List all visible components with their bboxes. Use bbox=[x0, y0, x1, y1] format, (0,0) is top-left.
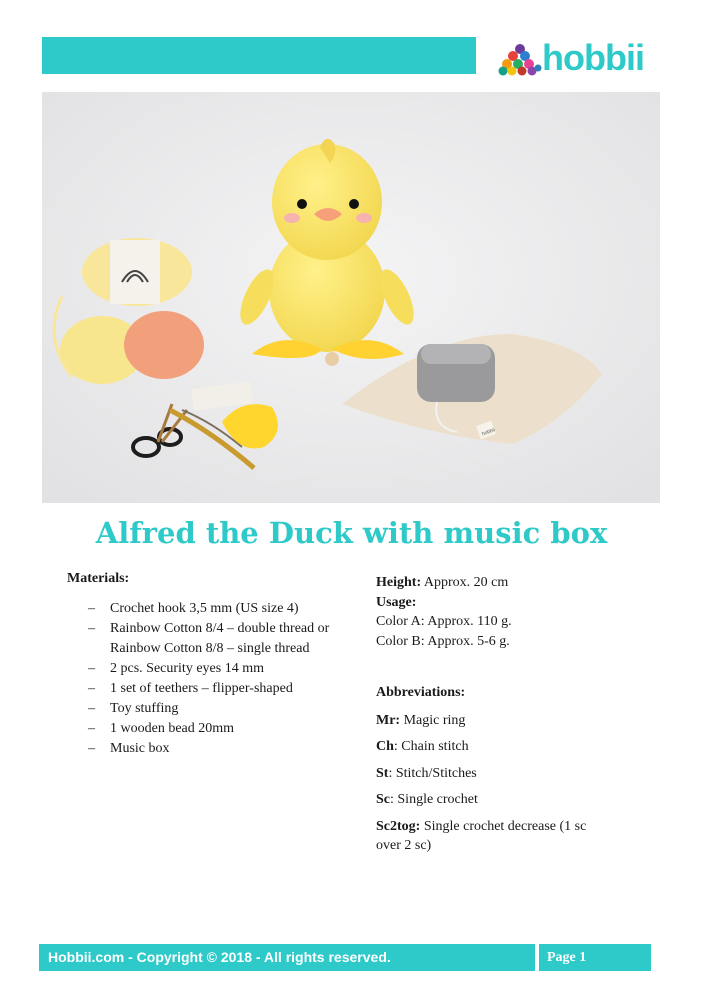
list-item: – 1 set of teethers – flipper-shaped bbox=[67, 679, 367, 699]
color-a-usage: Color A: Approx. 110 g. bbox=[376, 614, 512, 629]
height-label: Height: bbox=[376, 575, 422, 590]
footer-copyright: Hobbii.com - Copyright © 2018 - All rights reserved. bbox=[39, 944, 535, 971]
materials-list bbox=[67, 599, 367, 759]
product-photo bbox=[42, 92, 660, 503]
usage-label: Usage: bbox=[376, 594, 417, 610]
materials-heading: Materials: bbox=[67, 571, 130, 586]
color-b-usage: Color B: Approx. 5-6 g. bbox=[376, 633, 510, 649]
height-spec bbox=[376, 573, 606, 593]
abbreviation-item bbox=[376, 790, 606, 810]
abbreviation-desc: Single crochet decrease (1 sc over 2 sc) bbox=[376, 818, 587, 853]
abbreviation-key: Sc2tog: bbox=[376, 818, 421, 834]
abbreviation-key: Sc bbox=[376, 792, 390, 807]
list-item: – Music box bbox=[67, 739, 367, 759]
abbreviation-item bbox=[376, 817, 606, 856]
height-value: Approx. 20 cm bbox=[421, 575, 509, 590]
bag-tag-text: hobbii bbox=[481, 427, 496, 438]
abbreviation-desc: Magic ring bbox=[400, 712, 466, 728]
list-item: – 1 wooden bead 20mm bbox=[67, 719, 367, 739]
abbreviation-item bbox=[376, 711, 606, 731]
yarn-pile-icon bbox=[498, 40, 542, 76]
abbreviation-key: Mr: bbox=[376, 712, 401, 728]
header-bar bbox=[42, 37, 476, 74]
yarn-skein-peach bbox=[124, 311, 204, 379]
page-title: Alfred the Duck with music box bbox=[95, 516, 608, 550]
abbreviations-heading: Abbreviations: bbox=[376, 685, 466, 700]
abbreviation-key: Ch bbox=[376, 739, 394, 754]
abbreviation-desc: : Chain stitch bbox=[393, 739, 469, 754]
abbreviation-key: St bbox=[376, 765, 389, 781]
logo-wordmark: hobbii bbox=[542, 37, 644, 78]
abbreviation-item bbox=[376, 737, 606, 757]
abbreviation-desc: : Single crochet bbox=[390, 792, 478, 807]
list-item: – Crochet hook 3,5 mm (US size 4) bbox=[67, 599, 367, 619]
list-item: – Toy stuffing bbox=[67, 699, 367, 719]
specs-section bbox=[376, 573, 606, 863]
abbreviation-desc: : Stitch/Stitches bbox=[388, 765, 477, 781]
abbreviation-item bbox=[376, 764, 606, 784]
materials-section bbox=[67, 569, 367, 759]
list-item: – Rainbow Cotton 8/4 – double thread or Rainbow Cotton 8/8 – single thread bbox=[67, 619, 367, 659]
list-item: – 2 pcs. Security eyes 14 mm bbox=[67, 659, 367, 679]
page-number: Page 1 bbox=[539, 944, 651, 971]
hobbii-logo[interactable] bbox=[498, 38, 663, 78]
yarn-skein-top bbox=[82, 238, 192, 306]
